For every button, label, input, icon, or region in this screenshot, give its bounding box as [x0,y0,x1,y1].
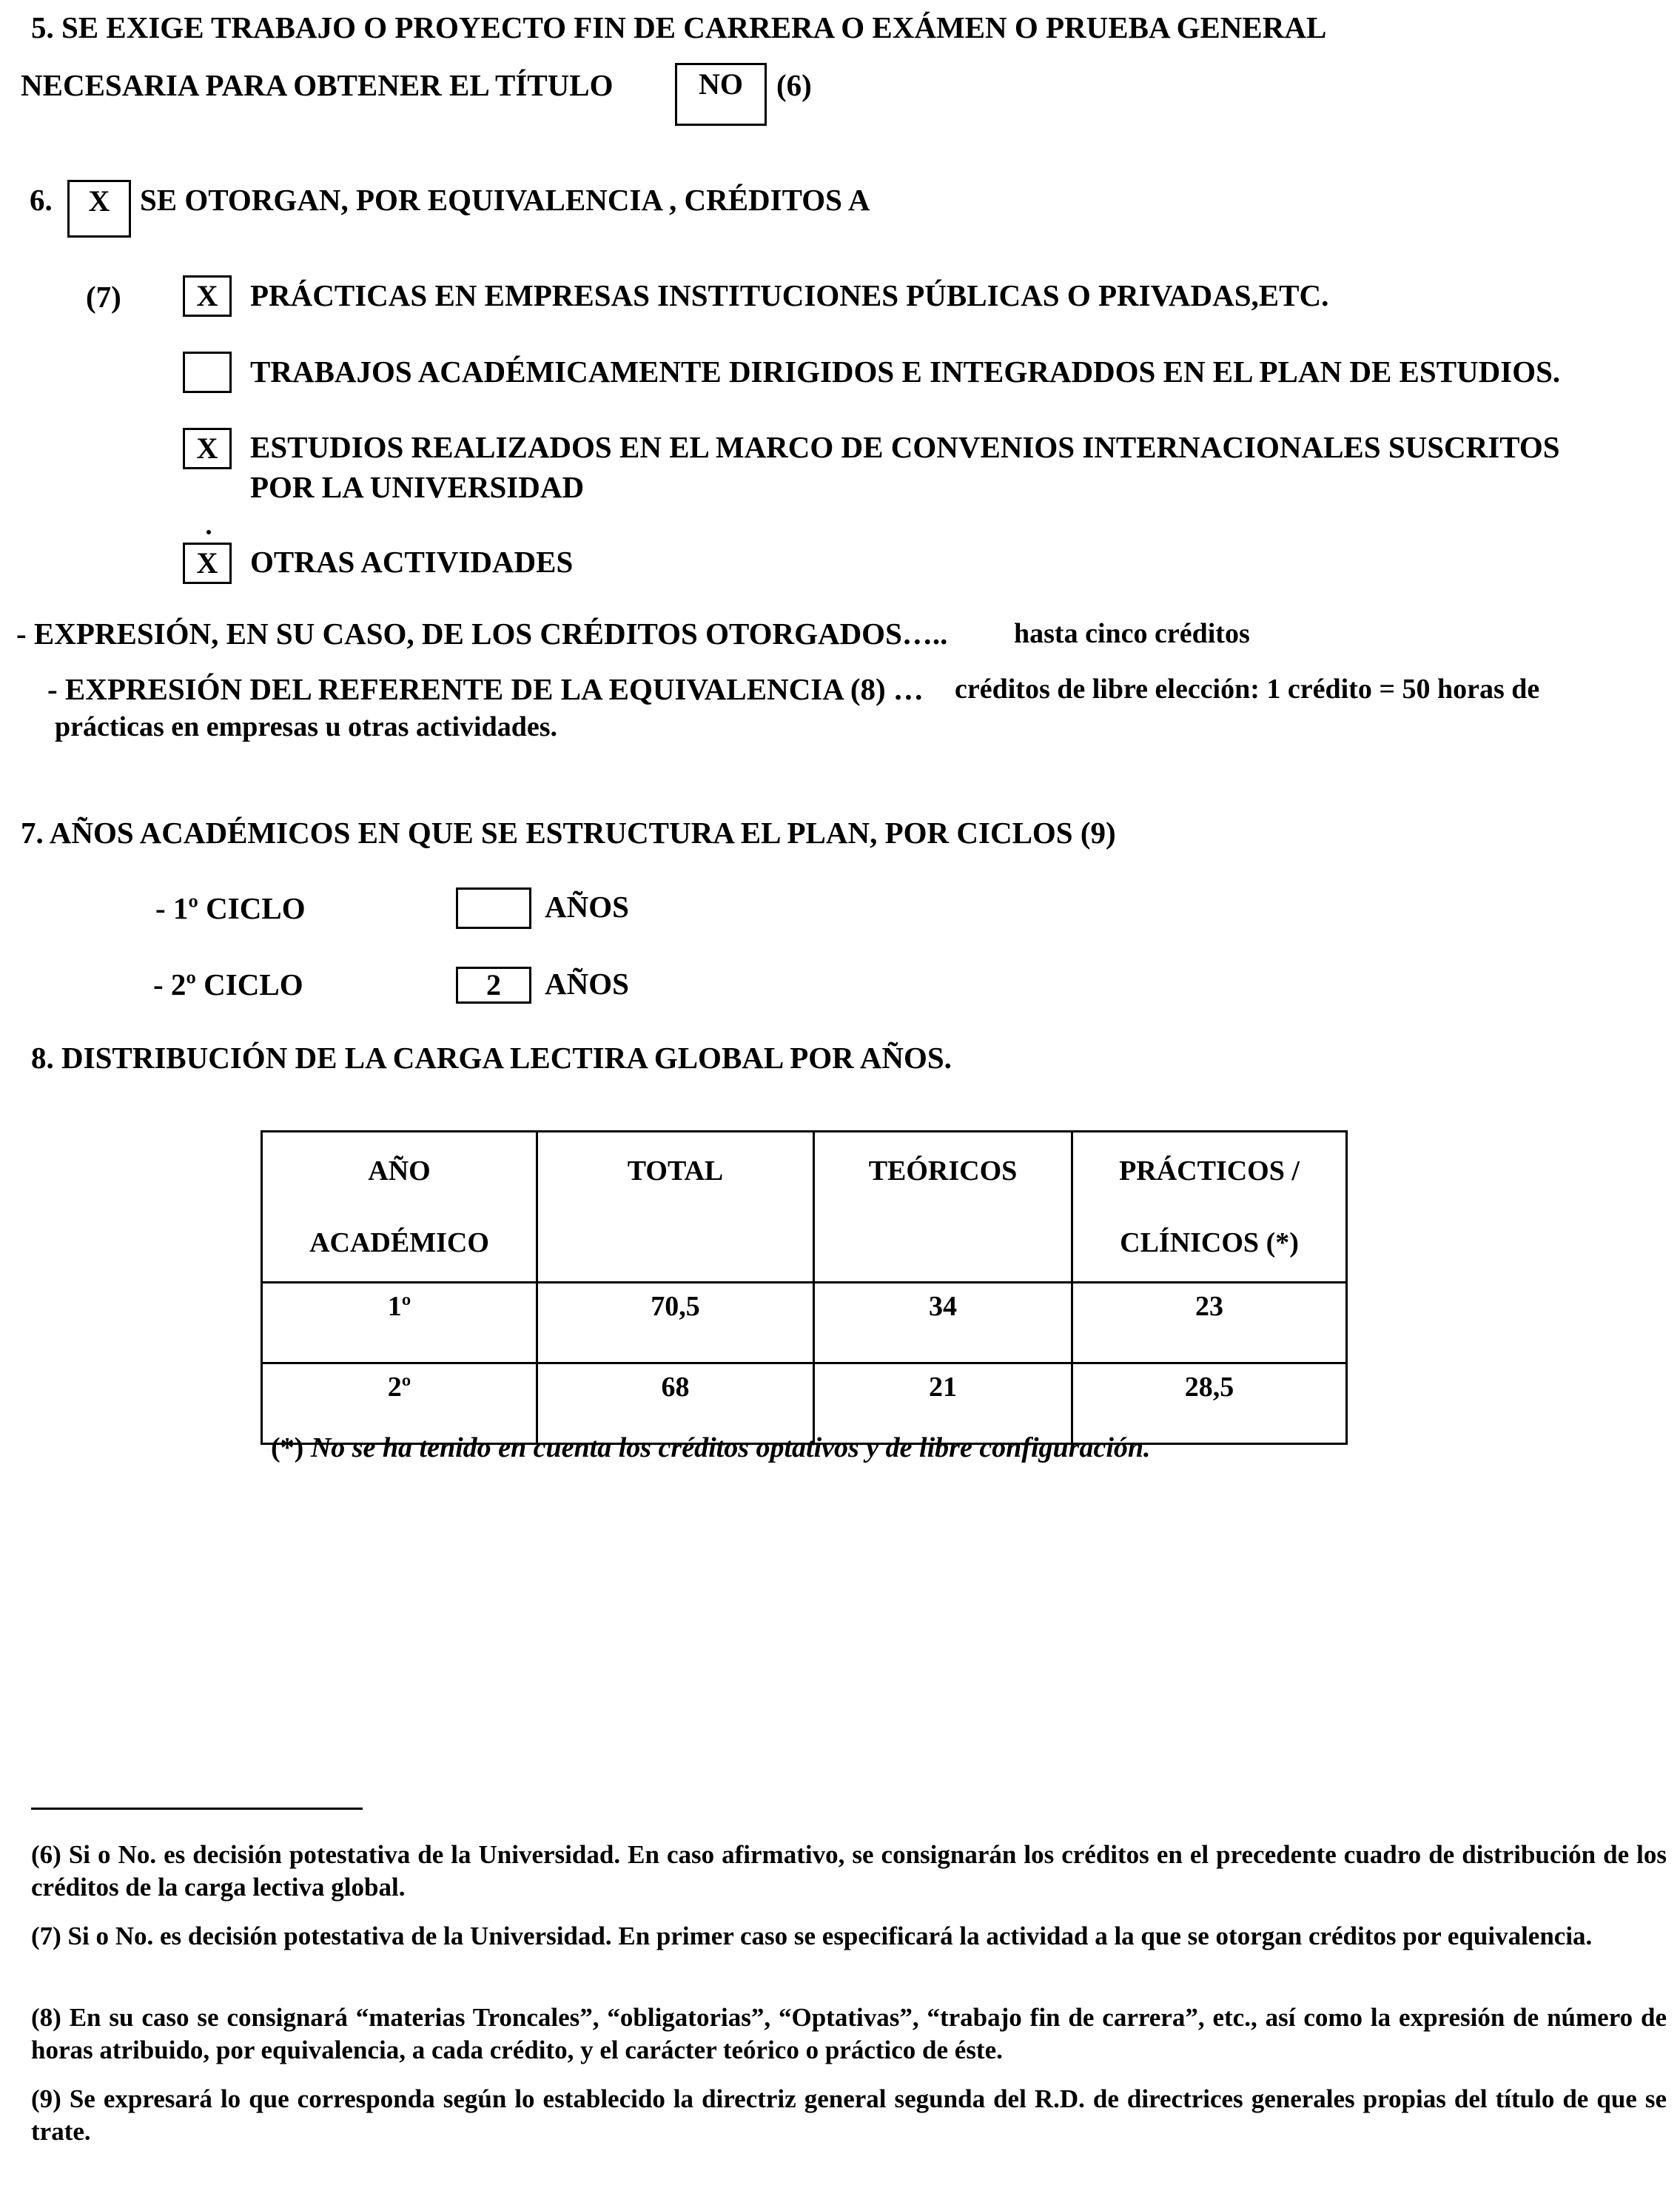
option-trabajos-checkbox [183,352,232,393]
cell-total: 70,5 [537,1283,814,1363]
cycle-2-years-box: 2 [456,967,531,1004]
equivalence-reference-value: créditos de libre elección: 1 crédito = 50 horas de [955,674,1540,705]
header-practice-line-1: PRÁCTICOS / [1119,1155,1300,1187]
option-practicas-label: PRÁCTICAS EN EMPRESAS INSTITUCIONES PÚBLICAS O PRIVADAS,ETC. [250,278,1329,312]
header-theory-label: TEÓRICOS [868,1155,1018,1187]
credits-granted-value: hasta cinco créditos [1014,618,1250,649]
header-year [262,1132,537,1283]
cycle-1-years-box [456,887,531,929]
section-6-number: 6. [30,183,53,217]
table-header-row [262,1132,1347,1283]
title-exam-answer-box: NO [675,63,767,126]
header-practice [1072,1132,1347,1283]
cell-year: 1º [262,1283,537,1363]
footnote-8: (8) En su caso se consignará “materias Troncales”, “obligatorias”, “Optativas”, “trabajo fin de carrera”, etc., así como la expresión de número de horas atribuido, por equivalencia, a cada crédito, y el carácter teórico o práctico de éste. [31,2003,1667,2064]
section-6-title: SE OTORGAN, POR EQUIVALENCIA , CRÉDITOS A [140,183,870,217]
cell-practice: 23 [1072,1283,1347,1363]
section-5-line-1: 5. SE EXIGE TRABAJO O PROYECTO FIN DE CARRERA O EXÁMEN O PRUEBA GENERAL [31,10,1327,44]
footnote-separator [31,1808,363,1810]
option-otras-label: OTRAS ACTIVIDADES [250,545,574,579]
footnote-ref-6: (6) [776,68,812,102]
footnote-6: (6) Si o No. es decisión potestativa de la Universidad. En caso afirmativo, se consignarán los créditos en el precedente cuadro de distribución de los créditos de la carga lectiva global. [31,1840,1667,1902]
header-theory [814,1132,1072,1283]
cycle-2-unit: AÑOS [545,967,629,1001]
workload-table [261,1130,1348,1445]
cycle-1-unit: AÑOS [545,890,629,924]
cell-total: 68 [537,1363,814,1444]
table-note-text: No se ha tenido en cuenta los créditos optativos y de libre configuración. [310,1432,1151,1463]
credits-granted-label: - EXPRESIÓN, EN SU CASO, DE LOS CRÉDITOS OTORGADOS….. [16,617,948,651]
option-estudios-label-2: POR LA UNIVERSIDAD [250,470,585,504]
equivalence-reference-value-2: prácticas en empresas u otras actividades. [55,711,558,742]
cell-theory: 21 [814,1363,1072,1444]
table-note [271,1432,1151,1464]
option-trabajos-label: TRABAJOS ACADÉMICAMENTE DIRIGIDOS E INTEGRADDOS EN EL PLAN DE ESTUDIOS. [250,355,1561,389]
cycle-2-label: - 2º CICLO [153,967,303,1001]
header-total [537,1132,814,1283]
section-7-title: 7. AÑOS ACADÉMICOS EN QUE SE ESTRUCTURA EL PLAN, POR CICLOS (9) [21,816,1116,850]
option-otras-checkbox: X [183,543,232,584]
stray-mark [206,530,211,534]
footnote-ref-7: (7) [86,280,121,314]
header-practice-line-2: CLÍNICOS (*) [1120,1227,1299,1258]
table-note-mark: (*) [271,1432,304,1463]
header-year-line-1: AÑO [368,1155,431,1187]
header-total-label: TOTAL [627,1155,724,1187]
cell-practice: 28,5 [1072,1363,1347,1444]
footnote-9: (9) Se expresará lo que corresponda según lo establecido la directriz general segunda del R.D. de directrices generales propias del título de que se trate. [31,2084,1667,2146]
credits-equivalence-checkbox: X [67,180,131,238]
section-5-line-2: NECESARIA PARA OBTENER EL TÍTULO [21,68,614,102]
table-row [262,1283,1347,1363]
cycle-1-label: - 1º CICLO [155,891,306,925]
footnote-7: (7) Si o No. es decisión potestativa de la Universidad. En primer caso se especificará la actividad a la que se otorgan créditos por equivalencia. [31,1922,1593,1950]
cell-theory: 34 [814,1283,1072,1363]
equivalence-reference-label: - EXPRESIÓN DEL REFERENTE DE LA EQUIVALENCIA (8) … [47,672,924,706]
option-practicas-checkbox: X [183,275,232,317]
option-estudios-label: ESTUDIOS REALIZADOS EN EL MARCO DE CONVENIOS INTERNACIONALES SUSCRITOS [250,430,1560,464]
option-estudios-checkbox: X [183,428,232,469]
cell-year: 2º [262,1363,537,1444]
header-year-line-2: ACADÉMICO [309,1227,489,1258]
section-8-title: 8. DISTRIBUCIÓN DE LA CARGA LECTIRA GLOBAL POR AÑOS. [31,1041,952,1075]
